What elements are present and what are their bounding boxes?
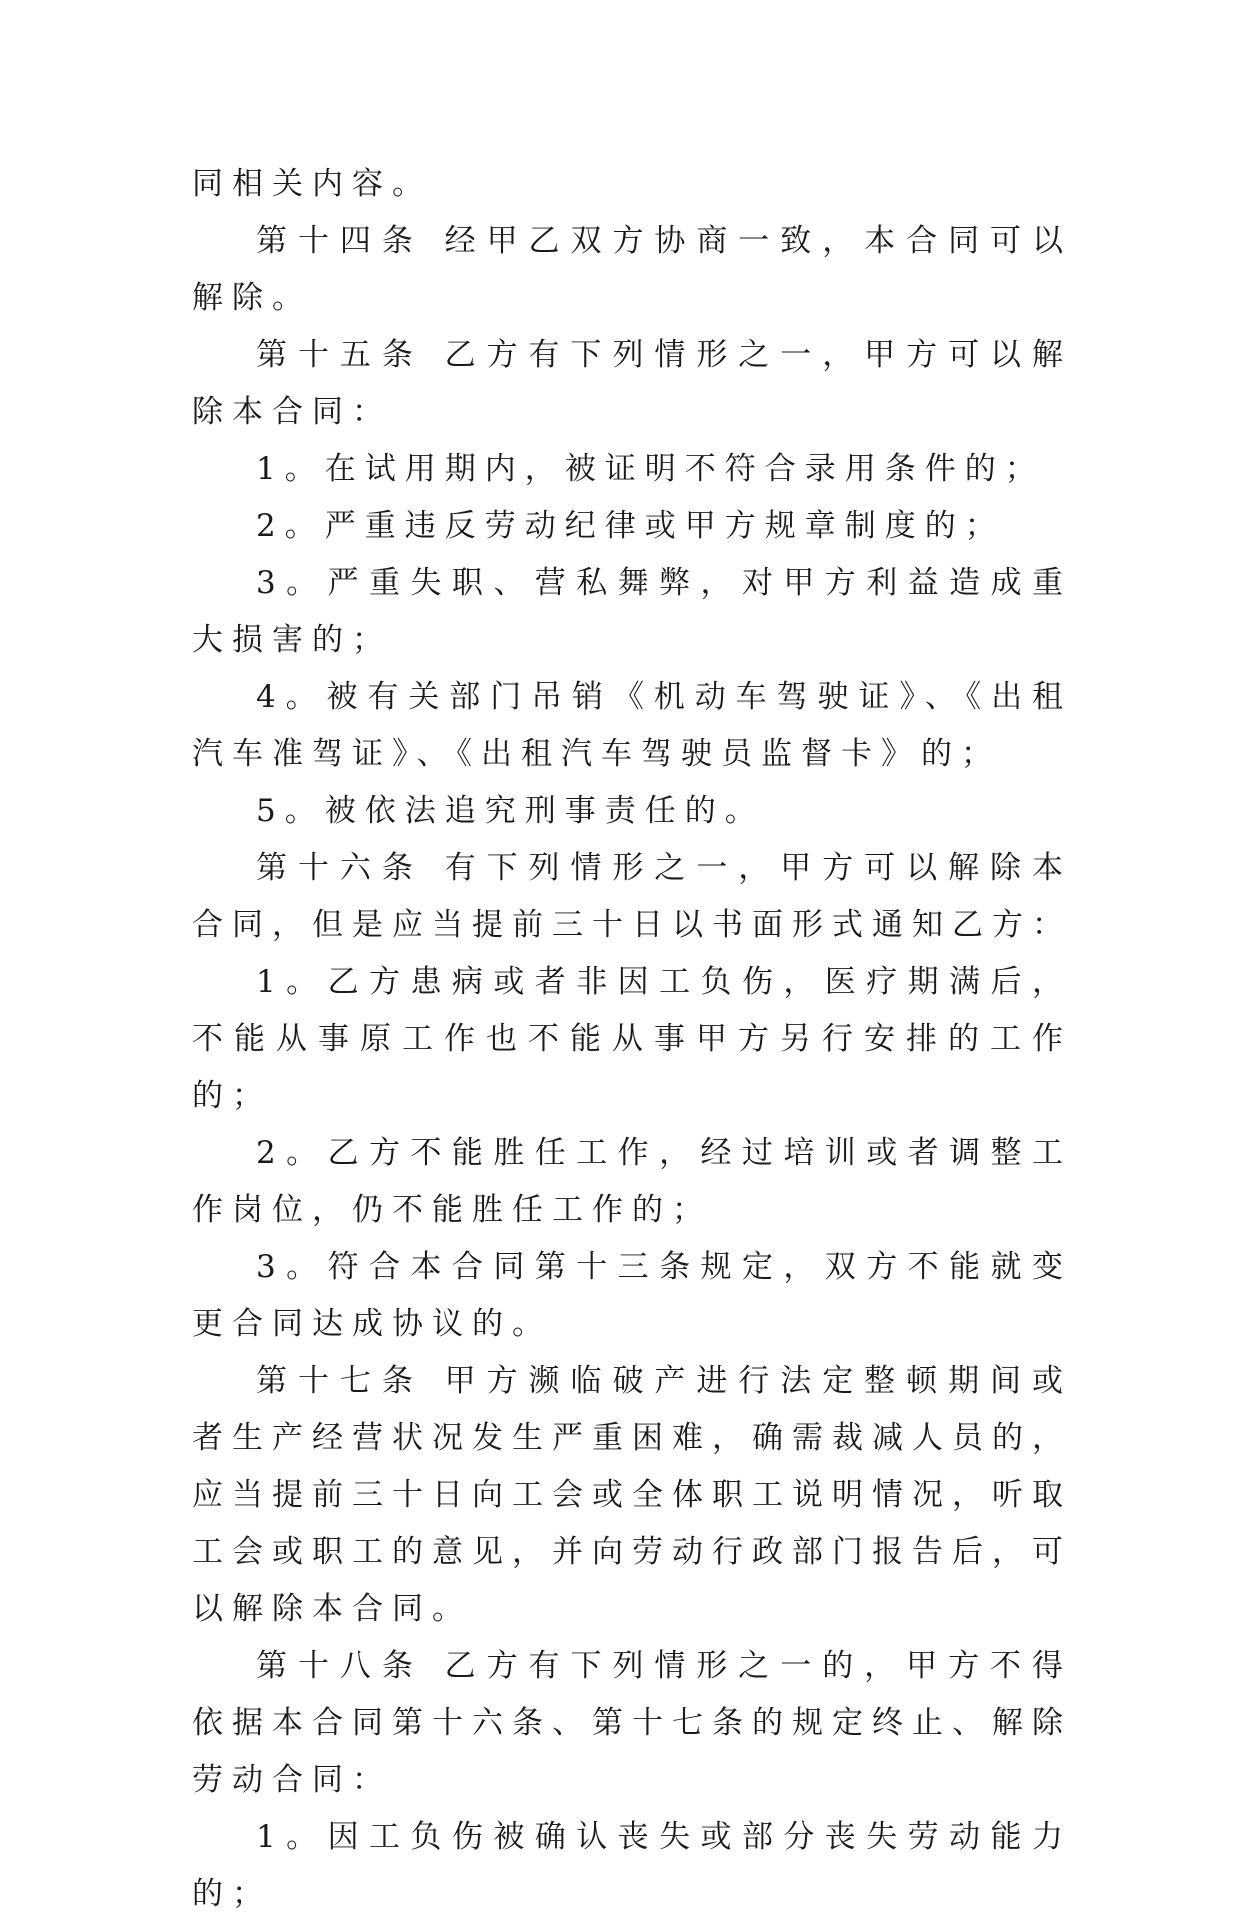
article-15-item-1: 1。在试用期内，被证明不符合录用条件的； bbox=[256, 451, 1045, 487]
article-15: 第十五条 乙方有下列情形之一，甲方可以解除本合同： bbox=[192, 337, 1072, 430]
article-15-item-2: 2。严重违反劳动纪律或甲方规章制度的； bbox=[256, 508, 1005, 544]
article-15-item-5: 5。被依法追究刑事责任的。 bbox=[256, 793, 765, 829]
article-16-item-1: 1。乙方患病或者非因工负伤，医疗期满后，不能从事原工作也不能从事甲方另行安排的工作的； bbox=[192, 964, 1072, 1114]
document-body bbox=[192, 156, 1072, 1923]
article-15-item-3: 3。严重失职、营私舞弊，对甲方利益造成重大损害的； bbox=[192, 565, 1072, 658]
article-17: 第十七条 甲方濒临破产进行法定整顿期间或者生产经营状况发生严重困难，确需裁减人员的，应当提前三十日向工会或全体职工说明情况，听取工会或职工的意见，并向劳动行政部门报告后，可以解除本合同。 bbox=[192, 1363, 1072, 1627]
article-16-item-2: 2。乙方不能胜任工作，经过培训或者调整工作岗位，仍不能胜任工作的； bbox=[192, 1135, 1072, 1228]
article-18: 第十八条 乙方有下列情形之一的，甲方不得依据本合同第十六条、第十七条的规定终止、解除劳动合同： bbox=[192, 1648, 1072, 1798]
paragraph-continuation: 同相关内容。 bbox=[192, 166, 432, 202]
article-16: 第十六条 有下列情形之一，甲方可以解除本合同，但是应当提前三十日以书面形式通知乙方： bbox=[192, 850, 1072, 943]
article-15-item-4: 4。被有关部门吊销《机动车驾驶证》、《出租汽车准驾证》、《出租汽车驾驶员监督卡》的； bbox=[192, 679, 1072, 772]
article-14: 第十四条 经甲乙双方协商一致，本合同可以解除。 bbox=[192, 223, 1072, 316]
article-16-item-3: 3。符合本合同第十三条规定，双方不能就变更合同达成协议的。 bbox=[192, 1249, 1072, 1342]
article-18-item-1: 1。因工负伤被确认丧失或部分丧失劳动能力的； bbox=[192, 1819, 1072, 1912]
